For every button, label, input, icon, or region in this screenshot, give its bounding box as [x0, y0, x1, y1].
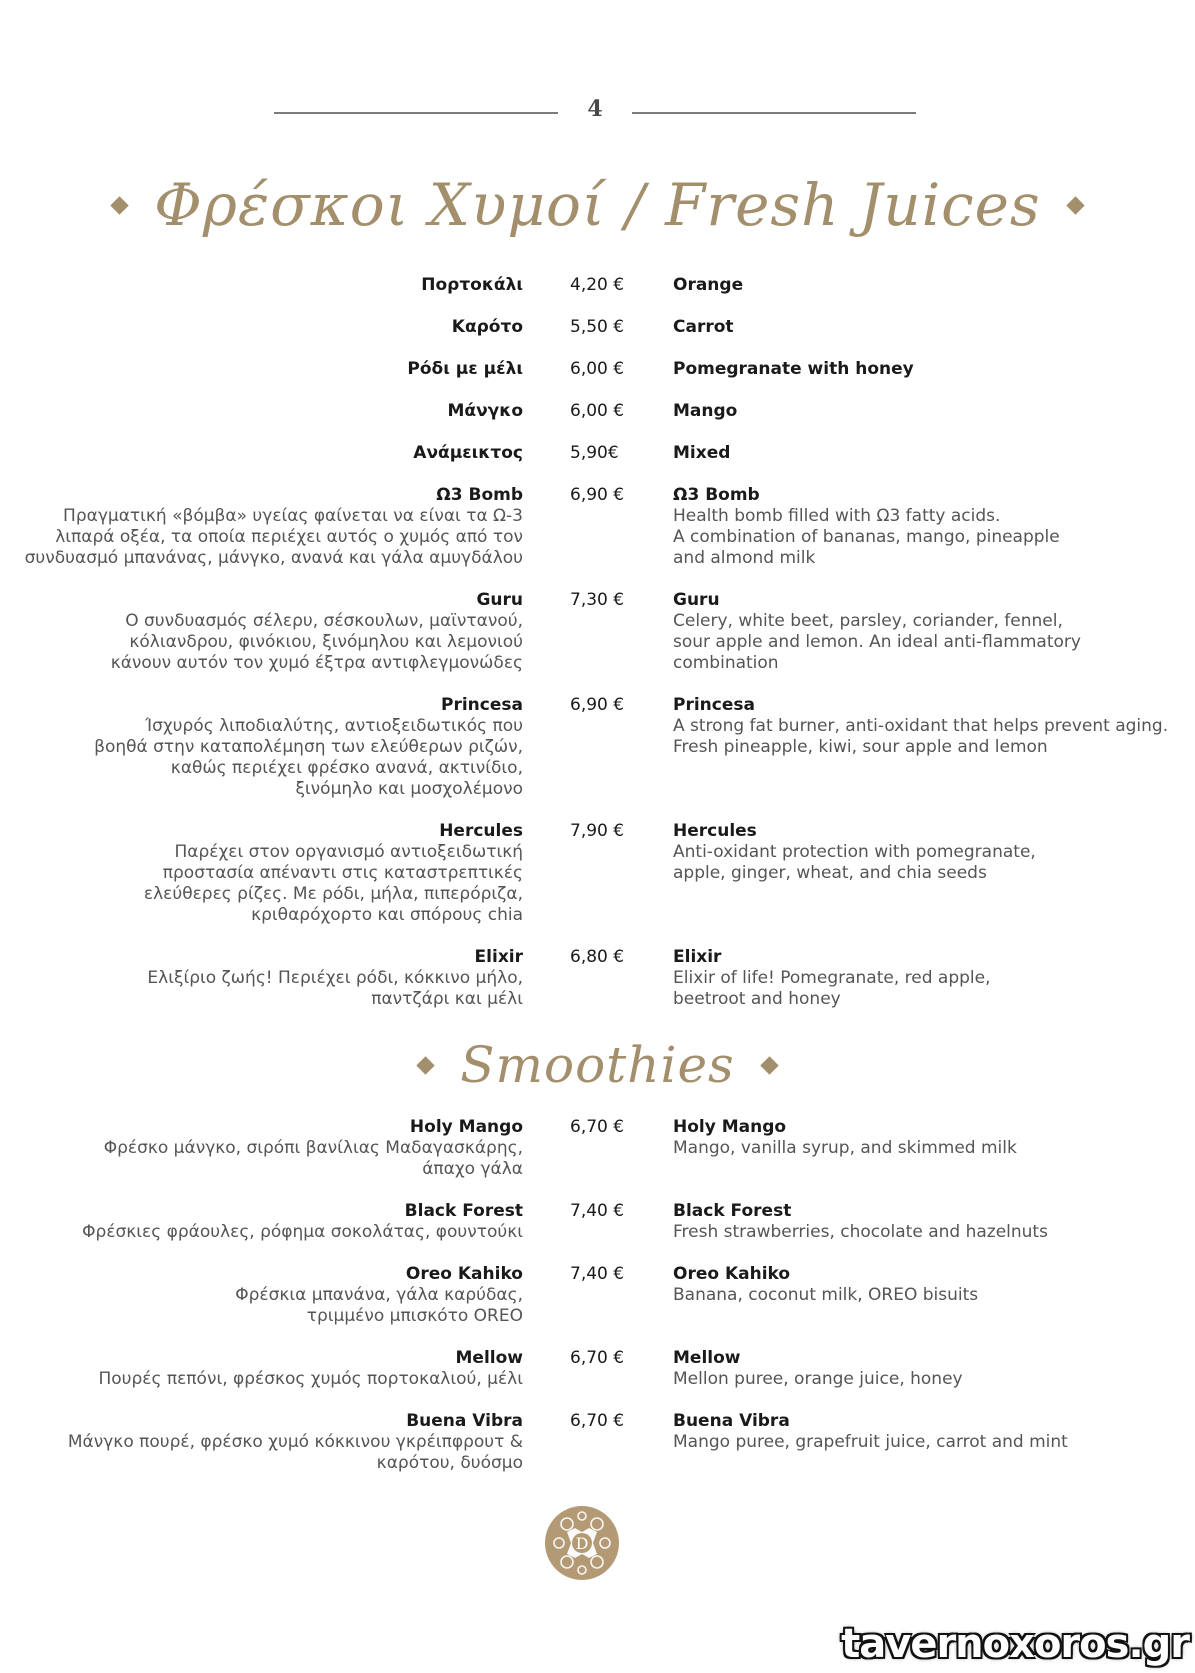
- item-name-english: Mixed: [673, 443, 731, 463]
- item-price-cell: [570, 695, 670, 716]
- item-description-greek: προστασία απέναντι στις καταστρεπτικές: [162, 863, 523, 883]
- item-name-greek: Ω3 Bomb: [436, 485, 523, 505]
- item-price: 6,70 €: [570, 1117, 625, 1137]
- diamond-ornament-icon: [111, 196, 129, 214]
- item-name-greek: Πορτοκάλι: [421, 275, 523, 295]
- item-price: 7,30 €: [570, 590, 625, 610]
- item-price-cell: [570, 947, 670, 968]
- item-name-greek: Καρότο: [451, 317, 523, 337]
- item-price-cell: [570, 275, 670, 296]
- item-description-english: Health bomb filled with Ω3 fatty acids.: [673, 506, 1001, 526]
- item-name-english: Guru: [673, 590, 720, 610]
- item-greek: [23, 1201, 523, 1243]
- item-english: [673, 947, 1173, 1010]
- item-description-english: Elixir of life! Pomegranate, red apple,: [673, 968, 991, 988]
- item-name-english: Pomegranate with honey: [673, 359, 914, 379]
- item-price: 6,80 €: [570, 947, 625, 967]
- item-greek: [23, 947, 523, 1010]
- item-description-greek: Πραγματική «βόμβα» υγείας φαίνεται να είναι τα Ω-3: [63, 506, 523, 526]
- item-name-greek: Μάνγκο: [447, 401, 523, 421]
- section-title-smoothies: [0, 1030, 1195, 1100]
- item-name-english: Oreo Kahiko: [673, 1264, 791, 1284]
- item-description-greek: λιπαρά οξέα, τα οποία περιέχει αυτός ο χυμός από τον: [55, 527, 523, 547]
- item-greek: [23, 275, 523, 296]
- diamond-ornament-icon: [1066, 196, 1084, 214]
- item-description-english: Mango, vanilla syrup, and skimmed milk: [673, 1138, 1017, 1158]
- item-name-english: Black Forest: [673, 1201, 792, 1221]
- item-english: [673, 1117, 1173, 1159]
- item-price-cell: [570, 1411, 670, 1432]
- item-price: 6,90 €: [570, 695, 625, 715]
- item-price: 6,70 €: [570, 1348, 625, 1368]
- item-greek: [23, 359, 523, 380]
- item-name-greek: Hercules: [439, 821, 523, 841]
- item-english: [673, 1264, 1173, 1306]
- item-greek: [23, 695, 523, 800]
- site-watermark: tavernoxoros.gr: [841, 1621, 1189, 1667]
- item-description-greek: Ίσχυρός λιποδιαλύτης, αντιοξειδωτικός που: [145, 716, 523, 736]
- item-name-english: Orange: [673, 275, 744, 295]
- page-header: [0, 96, 1195, 126]
- item-name-greek: Guru: [476, 590, 523, 610]
- item-greek: [23, 443, 523, 464]
- item-price-cell: [570, 359, 670, 380]
- item-price: 5,90€: [570, 443, 619, 463]
- item-price: 7,40 €: [570, 1201, 625, 1221]
- item-description-greek: άπαχο γάλα: [422, 1159, 523, 1179]
- item-price: 6,90 €: [570, 485, 625, 505]
- item-greek: [23, 317, 523, 338]
- item-name-greek: Ανάμεικτος: [413, 443, 523, 463]
- section-heading: Φρέσκοι Χυμοί / Fresh Juices: [154, 171, 1041, 239]
- item-description-greek: συνδυασμό μπανάνας, μάνγκο, ανανά και γάλα αμυγδάλου: [24, 548, 523, 568]
- item-name-greek: Holy Mango: [409, 1117, 523, 1137]
- item-description-english: Mango puree, grapefruit juice, carrot and mint: [673, 1432, 1068, 1452]
- item-name-greek: Princesa: [441, 695, 523, 715]
- item-price-cell: [570, 317, 670, 338]
- item-price-cell: [570, 821, 670, 842]
- item-greek: [23, 1411, 523, 1474]
- item-description-greek: παντζάρι και μέλι: [371, 989, 523, 1009]
- item-description-greek: Ελιξίριο ζωής! Περιέχει ρόδι, κόκκινο μήλο,: [147, 968, 523, 988]
- item-greek: [23, 401, 523, 422]
- item-english: [673, 695, 1173, 758]
- header-rule-left: [274, 112, 558, 114]
- item-greek: [23, 1348, 523, 1390]
- item-price-cell: [570, 1201, 670, 1222]
- item-description-english: Fresh pineapple, kiwi, sour apple and lemon: [673, 737, 1048, 757]
- item-description-english: beetroot and honey: [673, 989, 841, 1009]
- item-name-english: Mellow: [673, 1348, 741, 1368]
- item-name-english: Holy Mango: [673, 1117, 787, 1137]
- item-english: [673, 1411, 1173, 1453]
- item-name-greek: Elixir: [474, 947, 523, 967]
- item-description-english: Mellon puree, orange juice, honey: [673, 1369, 963, 1389]
- item-price: 4,20 €: [570, 275, 625, 295]
- diamond-ornament-icon: [760, 1056, 778, 1074]
- item-price-cell: [570, 443, 670, 464]
- item-description-greek: καρότου, δυόσμο: [376, 1453, 523, 1473]
- item-english: [673, 590, 1173, 674]
- item-price-cell: [570, 590, 670, 611]
- item-english: [673, 1348, 1173, 1390]
- item-greek: [23, 590, 523, 674]
- item-name-english: Mango: [673, 401, 738, 421]
- item-description-greek: καθώς περιέχει φρέσκο ανανά, ακτινίδιο,: [170, 758, 523, 778]
- item-description-english: and almond milk: [673, 548, 816, 568]
- item-description-english: A strong fat burner, anti-oxidant that helps prevent aging.: [673, 716, 1169, 736]
- item-description-english: Celery, white beet, parsley, coriander, fennel,: [673, 611, 1063, 631]
- item-description-greek: ξινόμηλο και μοσχολέμονο: [295, 779, 523, 799]
- item-greek: [23, 1264, 523, 1327]
- item-description-english: Banana, coconut milk, OREO bisuits: [673, 1285, 979, 1305]
- item-name-greek: Black Forest: [404, 1201, 523, 1221]
- item-price-cell: [570, 1264, 670, 1285]
- item-description-greek: τριμμένο μπισκότο OREO: [306, 1306, 523, 1326]
- diamond-ornament-icon: [417, 1056, 435, 1074]
- item-description-greek: Φρέσκιες φράουλες, ρόφημα σοκολάτας, φουντούκι: [82, 1222, 523, 1242]
- item-price: 6,70 €: [570, 1411, 625, 1431]
- item-description-greek: κριθαρόχορτο και σπόρους chia: [251, 905, 523, 925]
- item-name-english: Ω3 Bomb: [673, 485, 760, 505]
- item-price: 7,90 €: [570, 821, 625, 841]
- item-english: [673, 1201, 1173, 1243]
- item-name-english: Hercules: [673, 821, 757, 841]
- item-description-greek: Πουρές πεπόνι, φρέσκος χυμός πορτοκαλιού, μέλι: [98, 1369, 523, 1389]
- item-english: [673, 317, 1173, 338]
- item-description-greek: κάνουν αυτόν τον χυμό έξτρα αντιφλεγμονώδες: [110, 653, 523, 673]
- item-name-greek: Ρόδι με μέλι: [407, 359, 523, 379]
- item-description-greek: ελεύθερες ρίζες. Με ρόδι, μήλα, πιπερόριζα,: [143, 884, 523, 904]
- item-description-greek: Ο συνδυασμός σέλερυ, σέσκουλων, μαϊντανού,: [125, 611, 523, 631]
- item-name-greek: Buena Vibra: [406, 1411, 523, 1431]
- item-english: [673, 275, 1173, 296]
- item-description-english: combination: [673, 653, 779, 673]
- item-greek: [23, 485, 523, 569]
- item-description-greek: Φρέσκια μπανάνα, γάλα καρύδας,: [235, 1285, 523, 1305]
- item-greek: [23, 821, 523, 926]
- item-english: [673, 443, 1173, 464]
- item-price: 5,50 €: [570, 317, 625, 337]
- item-english: [673, 401, 1173, 422]
- logo-letter: D: [575, 1534, 589, 1553]
- item-price: 6,00 €: [570, 401, 625, 421]
- item-description-greek: κόλιανδρου, φινόκιου, ξινόμηλου και λεμονιού: [129, 632, 523, 652]
- section-title-juices: [0, 160, 1195, 250]
- item-price: 6,00 €: [570, 359, 625, 379]
- item-english: [673, 485, 1173, 569]
- item-price: 7,40 €: [570, 1264, 625, 1284]
- item-description-english: A combination of bananas, mango, pineapple: [673, 527, 1060, 547]
- item-price-cell: [570, 485, 670, 506]
- item-name-english: Buena Vibra: [673, 1411, 790, 1431]
- item-price-cell: [570, 401, 670, 422]
- header-rule-right: [632, 112, 916, 114]
- item-english: [673, 821, 1173, 884]
- item-name-greek: Mellow: [455, 1348, 523, 1368]
- item-description-english: Anti-oxidant protection with pomegranate,: [673, 842, 1036, 862]
- item-description-greek: Φρέσκο μάνγκο, σιρόπι βανίλιας Μαδαγασκάρης,: [103, 1138, 523, 1158]
- item-description-greek: Μάνγκο πουρέ, φρέσκο χυμό κόκκινου γκρέιπφρουτ &: [67, 1432, 523, 1452]
- item-description-english: sour apple and lemon. An ideal anti-flammatory: [673, 632, 1081, 652]
- item-english: [673, 359, 1173, 380]
- item-name-english: Carrot: [673, 317, 734, 337]
- item-price-cell: [570, 1348, 670, 1369]
- brand-logo-badge: [545, 1506, 619, 1580]
- page-number: 4: [587, 96, 603, 122]
- item-name-english: Elixir: [673, 947, 722, 967]
- item-description-greek: βοηθά στην καταπολέμηση των ελεύθερων ριζών,: [94, 737, 523, 757]
- item-name-greek: Oreo Kahiko: [405, 1264, 523, 1284]
- item-price-cell: [570, 1117, 670, 1138]
- item-name-english: Princesa: [673, 695, 755, 715]
- item-greek: [23, 1117, 523, 1180]
- item-description-greek: Παρέχει στον οργανισμό αντιοξειδωτική: [174, 842, 523, 862]
- item-description-english: Fresh strawberries, chocolate and hazelnuts: [673, 1222, 1048, 1242]
- item-description-english: apple, ginger, wheat, and chia seeds: [673, 863, 987, 883]
- section-heading: Smoothies: [460, 1036, 735, 1094]
